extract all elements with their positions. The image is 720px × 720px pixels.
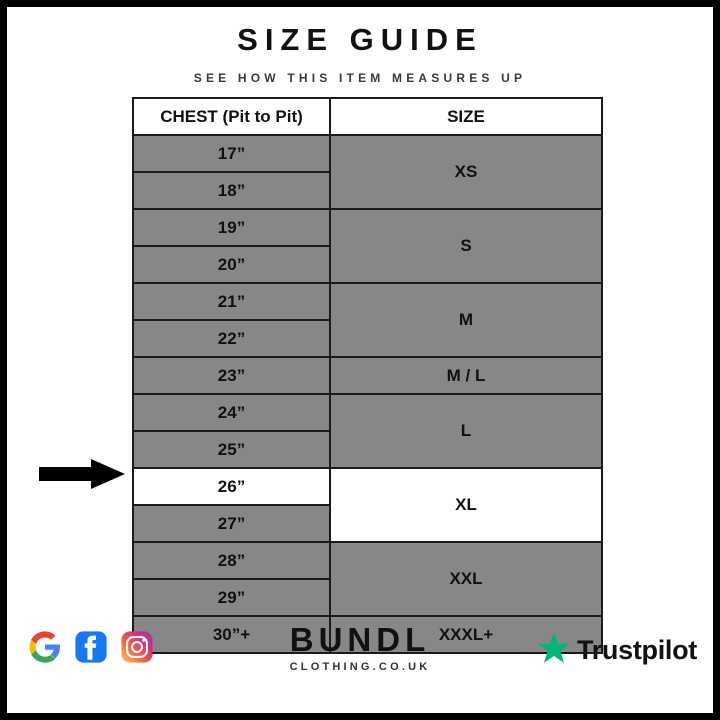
size-value: XXXL+ [330,616,602,653]
arrow-right-icon [39,459,125,489]
brand-domain: CLOTHING.CO.UK [289,661,431,673]
chest-value: 20” [133,246,330,283]
size-value: XXL [330,542,602,616]
chest-value: 17” [133,135,330,172]
size-value: XS [330,135,602,209]
table-row[interactable] [133,542,602,579]
chest-value: 22” [133,320,330,357]
chest-value: 27” [133,505,330,542]
table-row[interactable] [133,357,602,394]
table-row[interactable] [133,394,602,431]
chest-value: 29” [133,579,330,616]
size-value: S [330,209,602,283]
brand-name: BUNDL [289,621,431,658]
table-row[interactable] [133,209,602,246]
size-table [132,97,603,654]
page-subtitle: SEE HOW THIS ITEM MEASURES UP [193,71,527,85]
column-header-size: SIZE [330,98,602,135]
chest-value: 18” [133,172,330,209]
chest-value: 19” [133,209,330,246]
trustpilot-badge[interactable] [537,631,697,670]
size-value: M / L [330,357,602,394]
table-row[interactable] [133,135,602,172]
page-title: SIZE GUIDE [237,22,483,57]
table-row[interactable] [133,283,602,320]
size-value-selected: XL [330,468,602,542]
size-table-container [132,97,597,654]
chest-value: 30”+ [133,616,330,653]
size-value: M [330,283,602,357]
chest-value: 23” [133,357,330,394]
chest-value: 28” [133,542,330,579]
chest-value: 21” [133,283,330,320]
table-header-row [133,98,602,135]
trustpilot-label: Trustpilot [577,635,697,665]
chest-value-selected: 26” [133,468,330,505]
chest-value: 24” [133,394,330,431]
table-row-selected[interactable] [133,468,602,505]
size-value: L [330,394,602,468]
column-header-chest: CHEST (Pit to Pit) [133,98,330,135]
trustpilot-star-icon [537,631,571,670]
page-footer [7,621,713,691]
chest-value: 25” [133,431,330,468]
